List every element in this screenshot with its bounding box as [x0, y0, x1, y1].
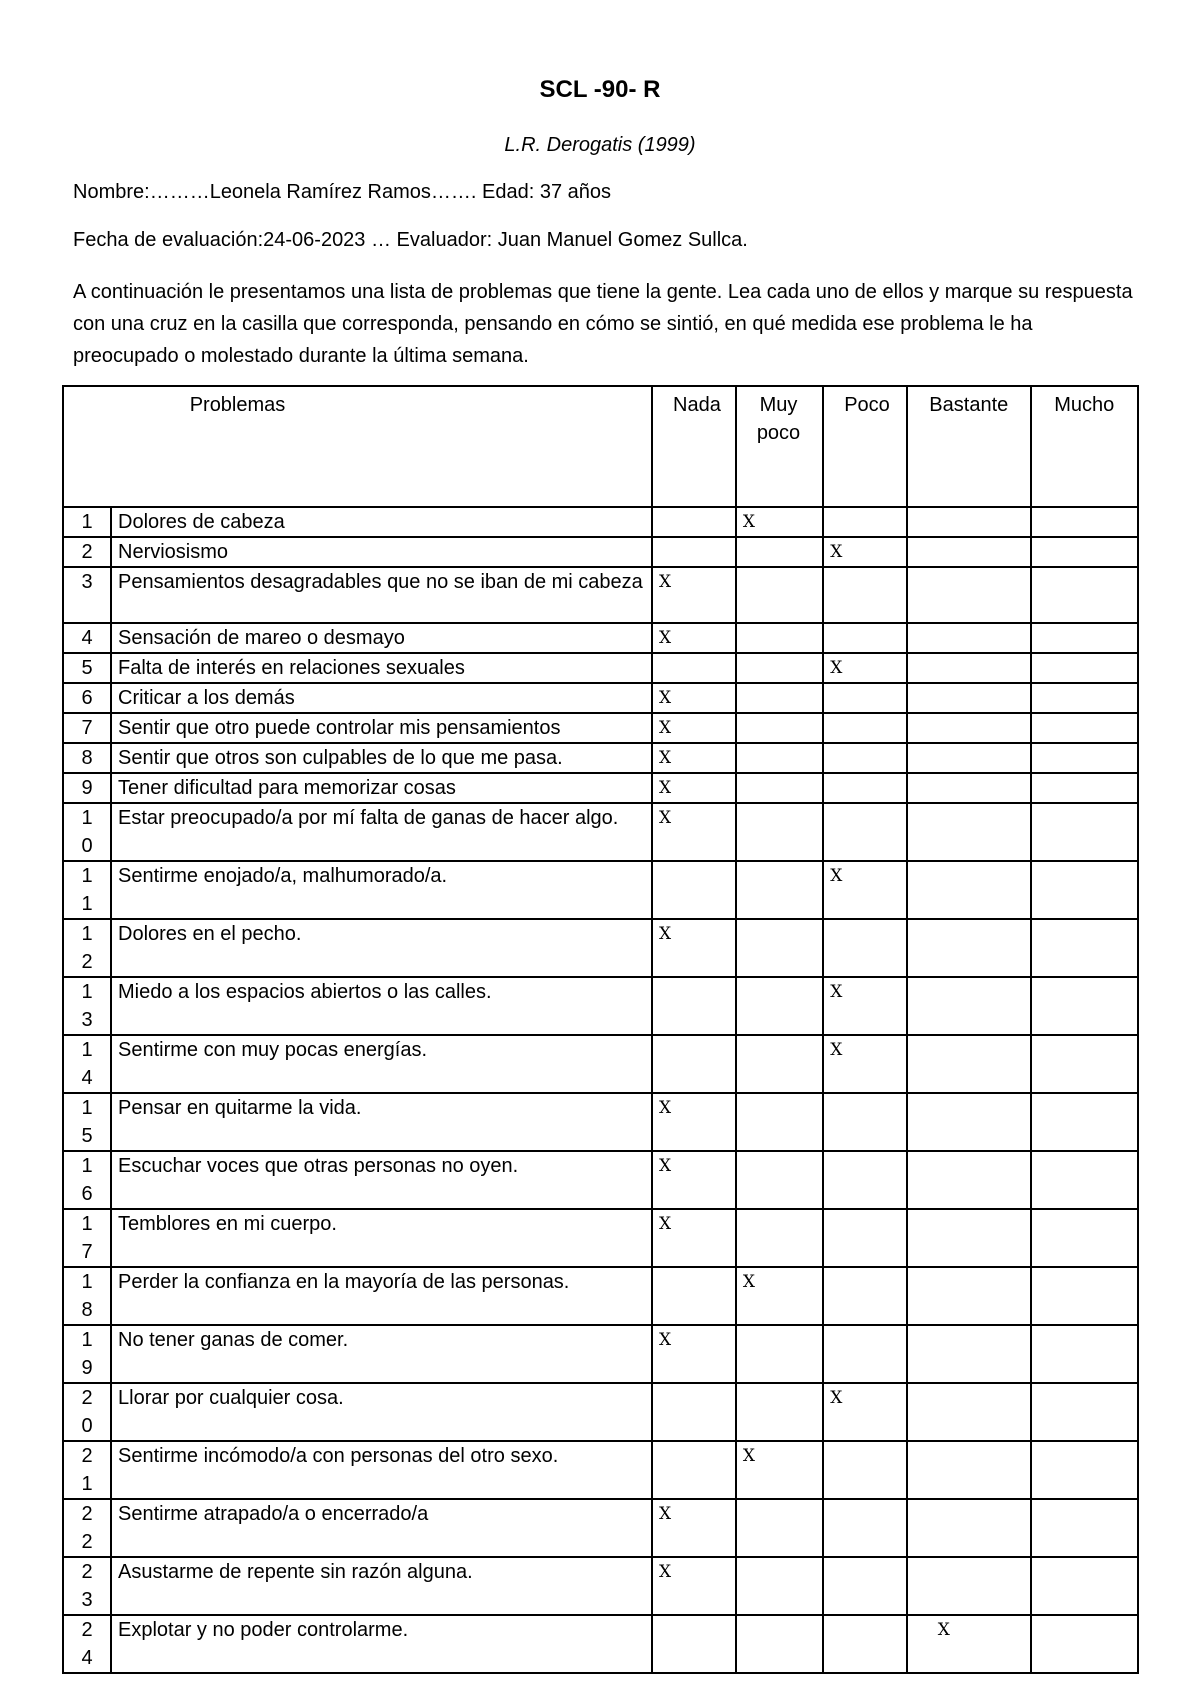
- row-description: Pensar en quitarme la vida.: [111, 1093, 652, 1151]
- mark-cell-bastante[interactable]: [907, 1209, 1031, 1267]
- evaluation-info-line: Fecha de evaluación:24-06-2023 … Evaluador: Juan Manuel Gomez Sullca.: [73, 229, 748, 251]
- row-number: 17: [63, 1209, 111, 1267]
- table-body: [63, 507, 1138, 1673]
- mark-cell-mucho[interactable]: [1031, 1035, 1138, 1093]
- mark-cell-muy-poco[interactable]: [736, 773, 823, 803]
- mark-cell-muy-poco[interactable]: [736, 1325, 823, 1383]
- mark-cell-mucho[interactable]: [1031, 1267, 1138, 1325]
- row-description: Pensamientos desagradables que no se iban de mi cabeza: [111, 567, 652, 623]
- mark-cell-poco[interactable]: [823, 1093, 907, 1151]
- mark-cell-nada[interactable]: X: [652, 1557, 736, 1615]
- table-row: [63, 1267, 1138, 1325]
- mark-cell-mucho[interactable]: [1031, 861, 1138, 919]
- mark-cell-mucho[interactable]: [1031, 683, 1138, 713]
- row-number: 1: [63, 507, 111, 537]
- row-number: 16: [63, 1151, 111, 1209]
- mark-cell-muy-poco[interactable]: [736, 1151, 823, 1209]
- mark-cell-mucho[interactable]: [1031, 977, 1138, 1035]
- mark-cell-poco[interactable]: X: [823, 653, 907, 683]
- document-subtitle: L.R. Derogatis (1999): [504, 134, 696, 156]
- row-number: 18: [63, 1267, 111, 1325]
- table-row: [63, 567, 1138, 623]
- table-header-row: [63, 386, 1138, 507]
- mark-cell-bastante[interactable]: X: [907, 1615, 1031, 1673]
- mark-cell-mucho[interactable]: [1031, 1325, 1138, 1383]
- mark-cell-mucho[interactable]: [1031, 919, 1138, 977]
- row-number: 15: [63, 1093, 111, 1151]
- mark-cell-muy-poco[interactable]: [736, 653, 823, 683]
- mark-cell-bastante[interactable]: [907, 1093, 1031, 1151]
- mark-cell-poco[interactable]: [823, 1499, 907, 1557]
- mark-cell-nada[interactable]: X: [652, 623, 736, 653]
- mark-cell-poco[interactable]: X: [823, 1035, 907, 1093]
- table-row: [63, 919, 1138, 977]
- mark-cell-nada[interactable]: X: [652, 1325, 736, 1383]
- mark-cell-nada[interactable]: [652, 507, 736, 537]
- row-description: No tener ganas de comer.: [111, 1325, 652, 1383]
- mark-cell-muy-poco[interactable]: [736, 1093, 823, 1151]
- row-number: 8: [63, 743, 111, 773]
- row-description: Dolores en el pecho.: [111, 919, 652, 977]
- mark-cell-bastante[interactable]: [907, 773, 1031, 803]
- row-description: Asustarme de repente sin razón alguna.: [111, 1557, 652, 1615]
- mark-cell-bastante[interactable]: [907, 507, 1031, 537]
- row-description: Sentir que otros son culpables de lo que me pasa.: [111, 743, 652, 773]
- mark-cell-bastante[interactable]: [907, 713, 1031, 743]
- row-description: Estar preocupado/a por mí falta de ganas de hacer algo.: [111, 803, 652, 861]
- mark-cell-bastante[interactable]: [907, 1325, 1031, 1383]
- mark-cell-nada[interactable]: [652, 861, 736, 919]
- row-description: Nerviosismo: [111, 537, 652, 567]
- mark-cell-poco[interactable]: X: [823, 1383, 907, 1441]
- row-number: 11: [63, 861, 111, 919]
- mark-cell-muy-poco[interactable]: [736, 1615, 823, 1673]
- mark-cell-poco[interactable]: [823, 919, 907, 977]
- mark-cell-mucho[interactable]: [1031, 653, 1138, 683]
- mark-cell-mucho[interactable]: [1031, 743, 1138, 773]
- mark-cell-nada[interactable]: X: [652, 713, 736, 743]
- header-muy-poco: Muy poco: [736, 386, 823, 507]
- symptom-table: [62, 385, 1139, 1674]
- row-description: Sensación de mareo o desmayo: [111, 623, 652, 653]
- mark-cell-mucho[interactable]: [1031, 803, 1138, 861]
- row-description: Explotar y no poder controlarme.: [111, 1615, 652, 1673]
- mark-cell-poco[interactable]: [823, 1615, 907, 1673]
- mark-cell-mucho[interactable]: [1031, 1441, 1138, 1499]
- table-row: [63, 623, 1138, 653]
- table-row: [63, 743, 1138, 773]
- mark-cell-nada[interactable]: X: [652, 1209, 736, 1267]
- row-description: Miedo a los espacios abiertos o las calles.: [111, 977, 652, 1035]
- mark-cell-mucho[interactable]: [1031, 1151, 1138, 1209]
- mark-cell-bastante[interactable]: [907, 1035, 1031, 1093]
- mark-cell-muy-poco[interactable]: [736, 1209, 823, 1267]
- mark-cell-poco[interactable]: [823, 1325, 907, 1383]
- mark-cell-muy-poco[interactable]: [736, 683, 823, 713]
- mark-cell-nada[interactable]: X: [652, 1093, 736, 1151]
- mark-cell-muy-poco[interactable]: [736, 919, 823, 977]
- mark-cell-mucho[interactable]: [1031, 1557, 1138, 1615]
- mark-cell-nada[interactable]: X: [652, 803, 736, 861]
- row-description: Perder la confianza en la mayoría de las personas.: [111, 1267, 652, 1325]
- mark-cell-poco[interactable]: [823, 567, 907, 623]
- row-number: 10: [63, 803, 111, 861]
- table-row: [63, 537, 1138, 567]
- mark-cell-muy-poco[interactable]: X: [736, 1267, 823, 1325]
- row-number: 7: [63, 713, 111, 743]
- row-description: Sentirme con muy pocas energías.: [111, 1035, 652, 1093]
- mark-cell-muy-poco[interactable]: [736, 713, 823, 743]
- mark-cell-bastante[interactable]: [907, 1151, 1031, 1209]
- mark-cell-nada[interactable]: X: [652, 773, 736, 803]
- mark-cell-nada[interactable]: X: [652, 567, 736, 623]
- mark-cell-nada[interactable]: X: [652, 743, 736, 773]
- table-row: [63, 773, 1138, 803]
- row-number: 13: [63, 977, 111, 1035]
- row-number: 2: [63, 537, 111, 567]
- row-number: 24: [63, 1615, 111, 1673]
- mark-cell-poco[interactable]: [823, 1557, 907, 1615]
- mark-cell-muy-poco[interactable]: [736, 537, 823, 567]
- mark-cell-bastante[interactable]: [907, 803, 1031, 861]
- table-row: [63, 977, 1138, 1035]
- mark-cell-bastante[interactable]: [907, 1557, 1031, 1615]
- mark-cell-bastante[interactable]: [907, 537, 1031, 567]
- row-number: 6: [63, 683, 111, 713]
- mark-cell-muy-poco[interactable]: [736, 1557, 823, 1615]
- row-description: Falta de interés en relaciones sexuales: [111, 653, 652, 683]
- mark-cell-mucho[interactable]: [1031, 1209, 1138, 1267]
- mark-cell-bastante[interactable]: [907, 861, 1031, 919]
- mark-cell-bastante[interactable]: [907, 567, 1031, 623]
- table-row: [63, 1615, 1138, 1673]
- row-description: Sentir que otro puede controlar mis pensamientos: [111, 713, 652, 743]
- mark-cell-muy-poco[interactable]: [736, 977, 823, 1035]
- mark-cell-nada[interactable]: [652, 1267, 736, 1325]
- row-number: 20: [63, 1383, 111, 1441]
- row-number: 3: [63, 567, 111, 623]
- row-description: Criticar a los demás: [111, 683, 652, 713]
- header-mucho: Mucho: [1031, 386, 1138, 507]
- mark-cell-mucho[interactable]: [1031, 1499, 1138, 1557]
- mark-cell-poco[interactable]: [823, 683, 907, 713]
- mark-cell-muy-poco[interactable]: [736, 623, 823, 653]
- mark-cell-nada[interactable]: X: [652, 919, 736, 977]
- mark-cell-poco[interactable]: [823, 773, 907, 803]
- row-description: Sentirme enojado/a, malhumorado/a.: [111, 861, 652, 919]
- mark-cell-muy-poco[interactable]: [736, 567, 823, 623]
- mark-cell-mucho[interactable]: [1031, 1383, 1138, 1441]
- mark-cell-bastante[interactable]: [907, 1441, 1031, 1499]
- mark-cell-mucho[interactable]: [1031, 1093, 1138, 1151]
- table-row: [63, 683, 1138, 713]
- table-row: [63, 653, 1138, 683]
- table-row: [63, 803, 1138, 861]
- document-title: SCL -90- R: [539, 76, 661, 103]
- table-row: [63, 1499, 1138, 1557]
- table-row: [63, 1383, 1138, 1441]
- mark-cell-poco[interactable]: X: [823, 537, 907, 567]
- mark-cell-bastante[interactable]: [907, 653, 1031, 683]
- mark-cell-poco[interactable]: [823, 803, 907, 861]
- row-description: Sentirme atrapado/a o encerrado/a: [111, 1499, 652, 1557]
- row-description: Escuchar voces que otras personas no oyen.: [111, 1151, 652, 1209]
- row-number: 4: [63, 623, 111, 653]
- table-row: [63, 1093, 1138, 1151]
- mark-cell-nada[interactable]: [652, 653, 736, 683]
- mark-cell-poco[interactable]: [823, 1209, 907, 1267]
- header-poco: Poco: [823, 386, 907, 507]
- mark-cell-bastante[interactable]: [907, 743, 1031, 773]
- mark-cell-mucho[interactable]: [1031, 623, 1138, 653]
- mark-cell-poco[interactable]: [823, 507, 907, 537]
- mark-cell-muy-poco[interactable]: [736, 1035, 823, 1093]
- mark-cell-bastante[interactable]: [907, 1267, 1031, 1325]
- row-description: Sentirme incómodo/a con personas del otro sexo.: [111, 1441, 652, 1499]
- table-row: [63, 1151, 1138, 1209]
- mark-cell-mucho[interactable]: [1031, 773, 1138, 803]
- mark-cell-nada[interactable]: [652, 1035, 736, 1093]
- row-number: 21: [63, 1441, 111, 1499]
- mark-cell-mucho[interactable]: [1031, 1615, 1138, 1673]
- mark-cell-mucho[interactable]: [1031, 567, 1138, 623]
- mark-cell-nada[interactable]: [652, 537, 736, 567]
- mark-cell-muy-poco[interactable]: X: [736, 1441, 823, 1499]
- mark-cell-bastante[interactable]: [907, 977, 1031, 1035]
- mark-cell-mucho[interactable]: [1031, 537, 1138, 567]
- mark-cell-nada[interactable]: [652, 1615, 736, 1673]
- row-number: 14: [63, 1035, 111, 1093]
- mark-cell-poco[interactable]: [823, 743, 907, 773]
- mark-cell-muy-poco[interactable]: [736, 743, 823, 773]
- row-number: 12: [63, 919, 111, 977]
- mark-cell-bastante[interactable]: [907, 683, 1031, 713]
- mark-cell-muy-poco[interactable]: X: [736, 507, 823, 537]
- table-row: [63, 507, 1138, 537]
- row-number: 5: [63, 653, 111, 683]
- mark-cell-bastante[interactable]: [907, 919, 1031, 977]
- header-nada: Nada: [652, 386, 736, 507]
- mark-cell-bastante[interactable]: [907, 1499, 1031, 1557]
- header-problems: Problemas: [63, 386, 652, 507]
- mark-cell-mucho[interactable]: [1031, 507, 1138, 537]
- table-row: [63, 713, 1138, 743]
- table-row: [63, 1557, 1138, 1615]
- mark-cell-nada[interactable]: [652, 1441, 736, 1499]
- row-number: 23: [63, 1557, 111, 1615]
- mark-cell-poco[interactable]: [823, 1441, 907, 1499]
- mark-cell-nada[interactable]: X: [652, 683, 736, 713]
- mark-cell-muy-poco[interactable]: [736, 861, 823, 919]
- table-row: [63, 861, 1138, 919]
- mark-cell-bastante[interactable]: [907, 1383, 1031, 1441]
- instructions-paragraph: A continuación le presentamos una lista de problemas que tiene la gente. Lea cada uno de ellos y marque su respuesta con una cruz en la casilla que corresponda, pensando en cómo se sintió, en qué medida ese problema le ha preocupado o molestado durante la última semana.: [73, 281, 1133, 367]
- mark-cell-poco[interactable]: X: [823, 977, 907, 1035]
- row-description: Temblores en mi cuerpo.: [111, 1209, 652, 1267]
- mark-cell-muy-poco[interactable]: [736, 1499, 823, 1557]
- table-row: [63, 1035, 1138, 1093]
- table-row: [63, 1441, 1138, 1499]
- mark-cell-poco[interactable]: [823, 713, 907, 743]
- row-description: Tener dificultad para memorizar cosas: [111, 773, 652, 803]
- mark-cell-mucho[interactable]: [1031, 713, 1138, 743]
- mark-cell-nada[interactable]: X: [652, 1151, 736, 1209]
- mark-cell-muy-poco[interactable]: [736, 803, 823, 861]
- mark-cell-muy-poco[interactable]: [736, 1383, 823, 1441]
- row-description: Llorar por cualquier cosa.: [111, 1383, 652, 1441]
- mark-cell-poco[interactable]: [823, 1151, 907, 1209]
- row-number: 9: [63, 773, 111, 803]
- mark-cell-nada[interactable]: [652, 1383, 736, 1441]
- mark-cell-poco[interactable]: X: [823, 861, 907, 919]
- header-bastante: Bastante: [907, 386, 1031, 507]
- mark-cell-nada[interactable]: [652, 977, 736, 1035]
- mark-cell-nada[interactable]: X: [652, 1499, 736, 1557]
- mark-cell-bastante[interactable]: [907, 623, 1031, 653]
- mark-cell-poco[interactable]: [823, 1267, 907, 1325]
- patient-info-line: Nombre:………Leonela Ramírez Ramos……. Edad: 37 años: [73, 181, 612, 203]
- row-number: 19: [63, 1325, 111, 1383]
- table-row: [63, 1209, 1138, 1267]
- row-description: Dolores de cabeza: [111, 507, 652, 537]
- row-number: 22: [63, 1499, 111, 1557]
- mark-cell-poco[interactable]: [823, 623, 907, 653]
- table-row: [63, 1325, 1138, 1383]
